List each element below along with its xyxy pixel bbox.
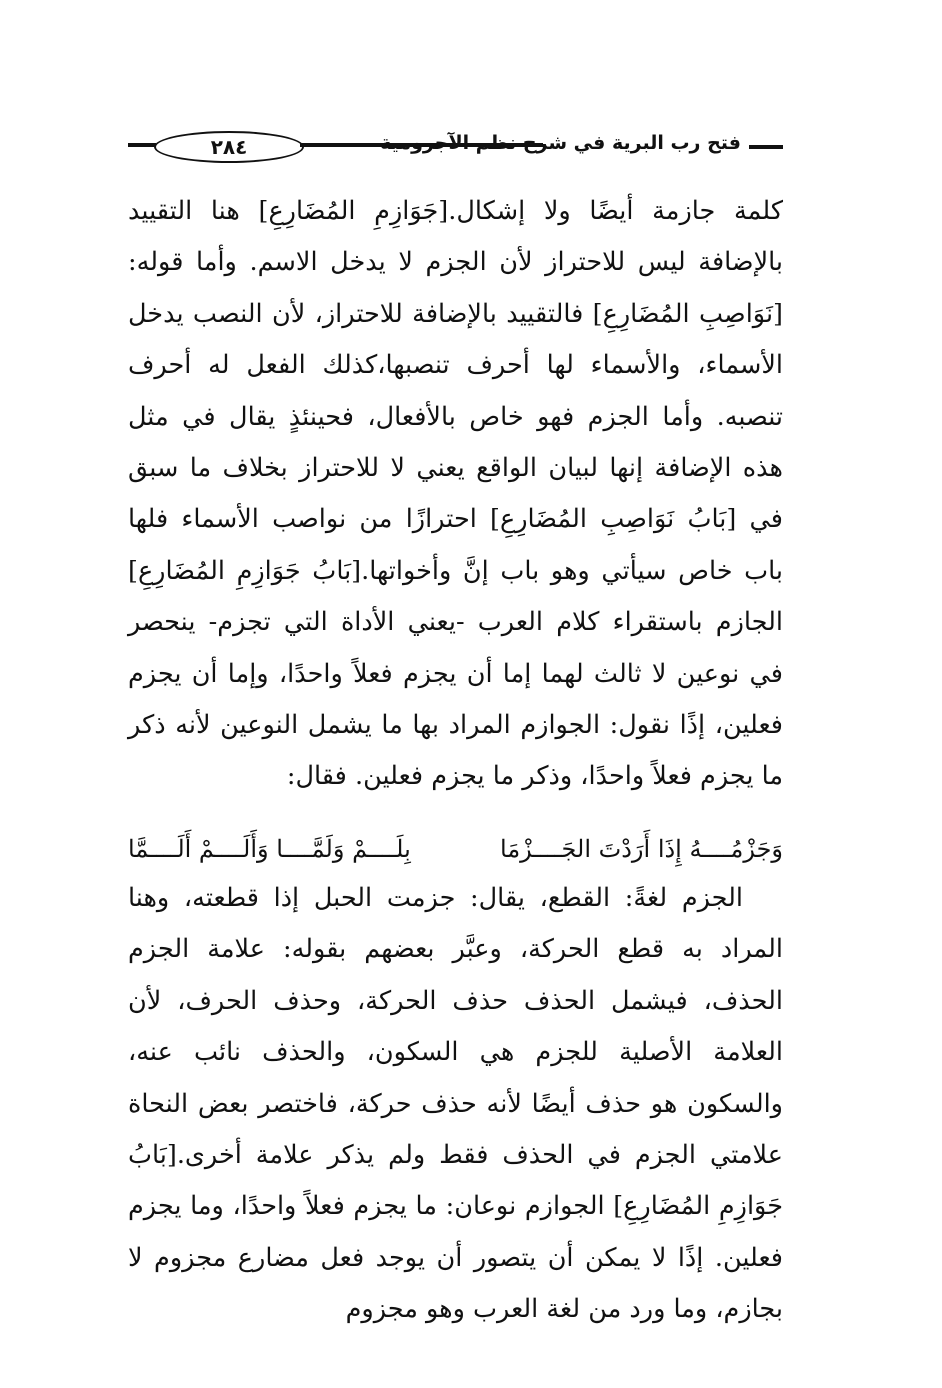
header-rule-middle: [300, 143, 543, 147]
page-number: ٢٨٤: [154, 131, 304, 163]
poem-hemistich-1: وَجَزْمُــــهُ إِذَا أَرَدْتَ الجَــــزْمَا: [500, 834, 783, 863]
paragraph-1: كلمة جازمة أيضًا ولا إشكال.[جَوَازِمِ المُضَارِعِ] هنا التقييد بالإضافة ليس للاحتراز لأن الجزم لا يدخل الاسم. وأما قوله: [نَوَاصِبِ المُضَارِعِ] فالتقييد بالإضافة للاحتراز، لأن النصب يدخل الأسماء، والأسماء لها أحرف تنصبها،كذلك الفعل له أحرف تنصبه. وأما الجزم فهو خاص بالأفعال، فحينئذٍ يقال في مثل هذه الإضافة إنها لبيان الواقع يعني لا للاحتراز بخلاف ما سبق في [بَابُ نَوَاصِبِ المُضَارِعِ] احترازًا من نواصب الأسماء فلها باب خاص سيأتي وهو باب إنَّ وأخواتها.[بَابُ جَوَازِمِ المُضَارِعِ] الجازم باستقراء كلام العرب -يعني الأداة التي تجزم- ينحصر في نوعين لا ثالث لهما إما أن يجزم فعلاً واحدًا، وإما أن يجزم فعلين، إذًا نقول: الجوازم المراد بها ما يشمل النوعين لأنه ذكر ما يجزم فعلاً واحدًا، وذكر ما يجزم فعلين. فقال:: [128, 196, 783, 792]
page-header: [128, 128, 783, 168]
book-title: فتح رب البرية في شرح نظم الآجرومية: [380, 132, 741, 154]
header-rule-left: [128, 143, 156, 147]
header-rule-right: [749, 145, 783, 149]
poem-hemistich-2: بِلَــــمْ وَلَمَّــــا وَأَلَــــمْ أَلَــــمَّا: [128, 834, 411, 863]
poem-verse: [128, 825, 783, 873]
paragraph-2: الجزم لغةً: القطع، يقال: جزمت الحبل إذا قطعته، وهنا المراد به قطع الحركة، وعبَّر بعضهم بقوله: علامة الجزم الحذف، فيشمل الحذف حذف الحركة، وحذف الحرف، لأن العلامة الأصلية للجزم هي السكون، والحذف نائب عنه، والسكون هو حذف أيضًا لأنه حذف حركة، فاختصر بعض النحاة علامتي الجزم في الحذف فقط ولم يذكر علامة أخرى.[بَابُ جَوَازِمِ المُضَارِعِ] الجوازم نوعان: ما يجزم فعلاً واحدًا، وما يجزم فعلين. إذًا لا يمكن أن يتصور أن يوجد فعل مضارع مجزوم لا بجازم، وما ورد من لغة العرب وهو مجزوم: [128, 882, 783, 1325]
page-body: [128, 186, 783, 1336]
